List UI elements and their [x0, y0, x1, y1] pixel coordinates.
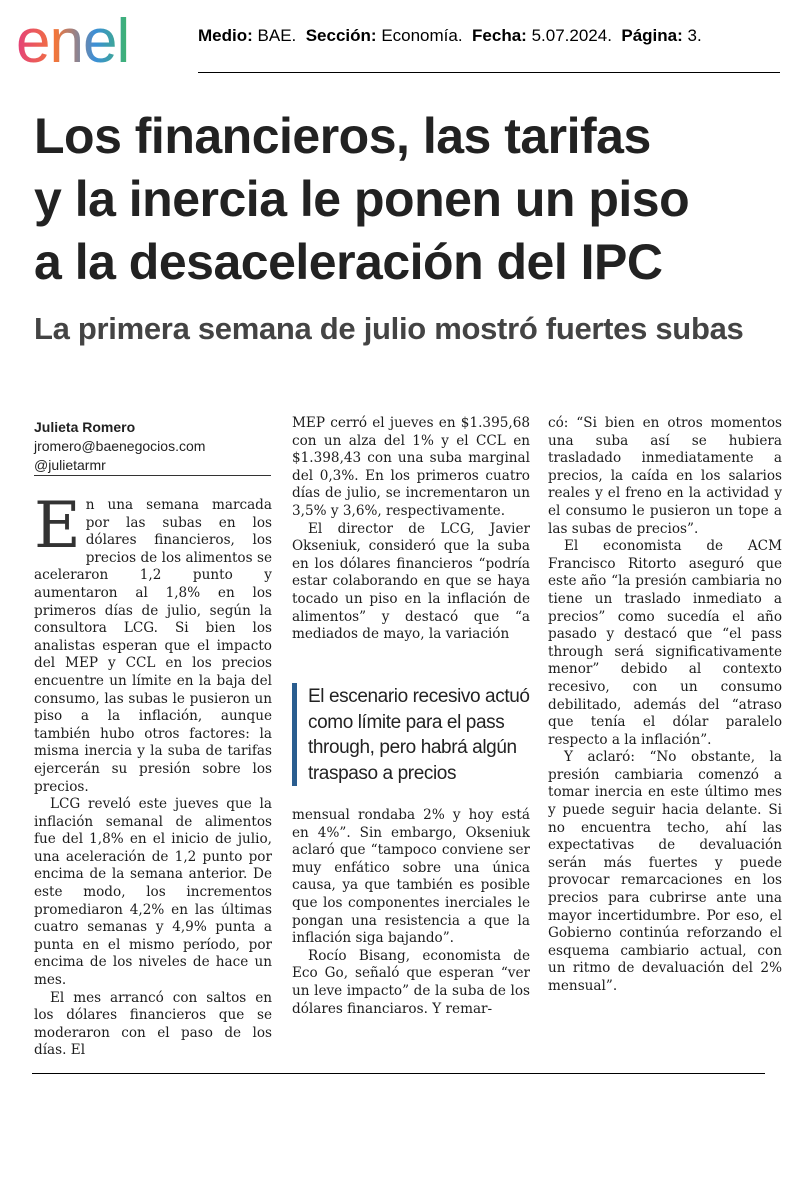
- article-paragraph: El mes arrancó con saltos en los dólares financieros que se moderaron con el paso de los días. El: [34, 989, 272, 1059]
- pagina-value: 3.: [687, 26, 702, 45]
- seccion-value: Economía.: [381, 26, 463, 45]
- article-paragraph: có: “Si bien en otros momentos una suba así se hubiera trasladado inmediatamente a precios, la caída en los salarios reales y el freno en la actividad y el consumo le pusieron un tope a las subas de precios”.: [548, 415, 782, 537]
- svg-text:enel: enel: [16, 7, 130, 70]
- article-paragraph: Y aclaró: “No obstante, la presión cambiaria comenzó a tomar inercia en este último mes y puede seguir hacia delante. Si no encuentra techo, ahí las expectativas de devaluación serán más fuertes y puede provocar remarcaciones en los precios para cubrirse ante una mayor incertidumbre. Por eso, el Gobierno continúa reforzando el esquema cambiario actual, con un ritmo de devaluación del 2% mensual”.: [548, 749, 782, 994]
- medio-value: BAE.: [257, 26, 297, 45]
- medio-label: Medio:: [198, 26, 253, 45]
- source-meta: [198, 26, 702, 46]
- byline-divider: [34, 475, 271, 476]
- article-paragraph: MEP cerró el jueves en $1.395,68 con un alza del 1% y el CCL en $1.398,43 con una suba marginal del 0,3%. En los primeros cuatro días de julio, se incrementaron un 3,5% y 3,6%, respectivamente.: [292, 415, 530, 519]
- fecha-label: Fecha:: [472, 26, 527, 45]
- article-headline: [34, 105, 784, 294]
- article-column-3: [548, 415, 782, 996]
- pull-quote: [292, 683, 530, 786]
- article-paragraph: El economista de ACM Francisco Ritorto aseguró que este año “la presión cambiaria no tiene un traslado inmediato a precios” como sucedía el año pasado y destacó que “el pass through será significativamente menor” debido al contexto recesivo, con un consumo debilitado, además del “atraso que tenía el dólar paralelo respecto a la inflación”.: [548, 538, 782, 748]
- article-column-1: [34, 489, 272, 1060]
- article-subheadline: La primera semana de julio mostró fuertes subas: [34, 311, 744, 346]
- seccion-label: Sección:: [305, 26, 377, 45]
- headline-line: a la desaceleración del IPC: [34, 234, 663, 290]
- fecha-value: 5.07.2024.: [531, 26, 612, 45]
- pagina-label: Página:: [621, 26, 683, 45]
- article-paragraph: El director de LCG, Javier Okseniuk, consideró que la suba en los dólares financieros “podría estar colaborando en que se haya tocado un piso en la inflación de alimentos” y destacó que “a mediados de mayo, la variación: [292, 520, 530, 643]
- article-column-2-top: [292, 415, 530, 644]
- byline: [34, 418, 272, 475]
- author-name: Julieta Romero: [34, 419, 136, 435]
- article-paragraph: Rocío Bisang, economista de Eco Go, señaló que esperan “ver un leve impacto” de la suba de los dólares financiaros. Y remar-: [292, 947, 530, 1017]
- headline-line: Los financieros, las tarifas: [34, 108, 651, 164]
- drop-cap: E: [34, 489, 81, 563]
- author-email: jromero@baenegocios.com: [34, 438, 206, 454]
- author-handle: @julietarmr: [34, 457, 106, 473]
- article-paragraph: LCG reveló este jueves que la inflación semanal de alimentos fue del 1,8% en el inicio de julio, una aceleración de 1,2 punto por encima de la semana anterior. De este modo, los incrementos promediaron 4,2% en las últimas cuatro semanas y 4,9% punta a punta en el mismo período, por encima de los niveles de hace un mes.: [34, 796, 272, 989]
- pull-quote-text: El escenario recesivo actuó como límite para el pass through, pero habrá algún traspaso a precios: [308, 686, 530, 784]
- pull-quote-bar: [292, 683, 297, 786]
- headline-line: y la inercia le ponen un piso: [34, 171, 690, 227]
- footer-divider: [32, 1073, 765, 1074]
- article-paragraph: mensual rondaba 2% y hoy está en 4%”. Sin embargo, Okseniuk aclaró que “tampoco conviene ser muy enfático sobre una única causa, ya que también es posible que los componentes inerciales le pongan una resistencia a que la inflación siga bajando”.: [292, 807, 530, 947]
- article-paragraph: En una semana marcada por las subas en los dólares financieros, los precios de los alimentos se aceleraron 1,2 punto y aumentaron al 1,8% en los primeros días de julio, según la consultora LCG. Si bien los analistas esperan que el impacto del MEP y CCL en los precios encuentre un límite en la baja del consumo, las subas le pusieron un piso a la inflación, aunque también hubo otros factores: la misma inercia y la suba de tarifas ejercerán su presión sobre los precios.: [34, 489, 272, 795]
- enel-logo: [14, 6, 179, 70]
- header-divider: [198, 72, 780, 73]
- article-column-2-bottom: [292, 807, 530, 1018]
